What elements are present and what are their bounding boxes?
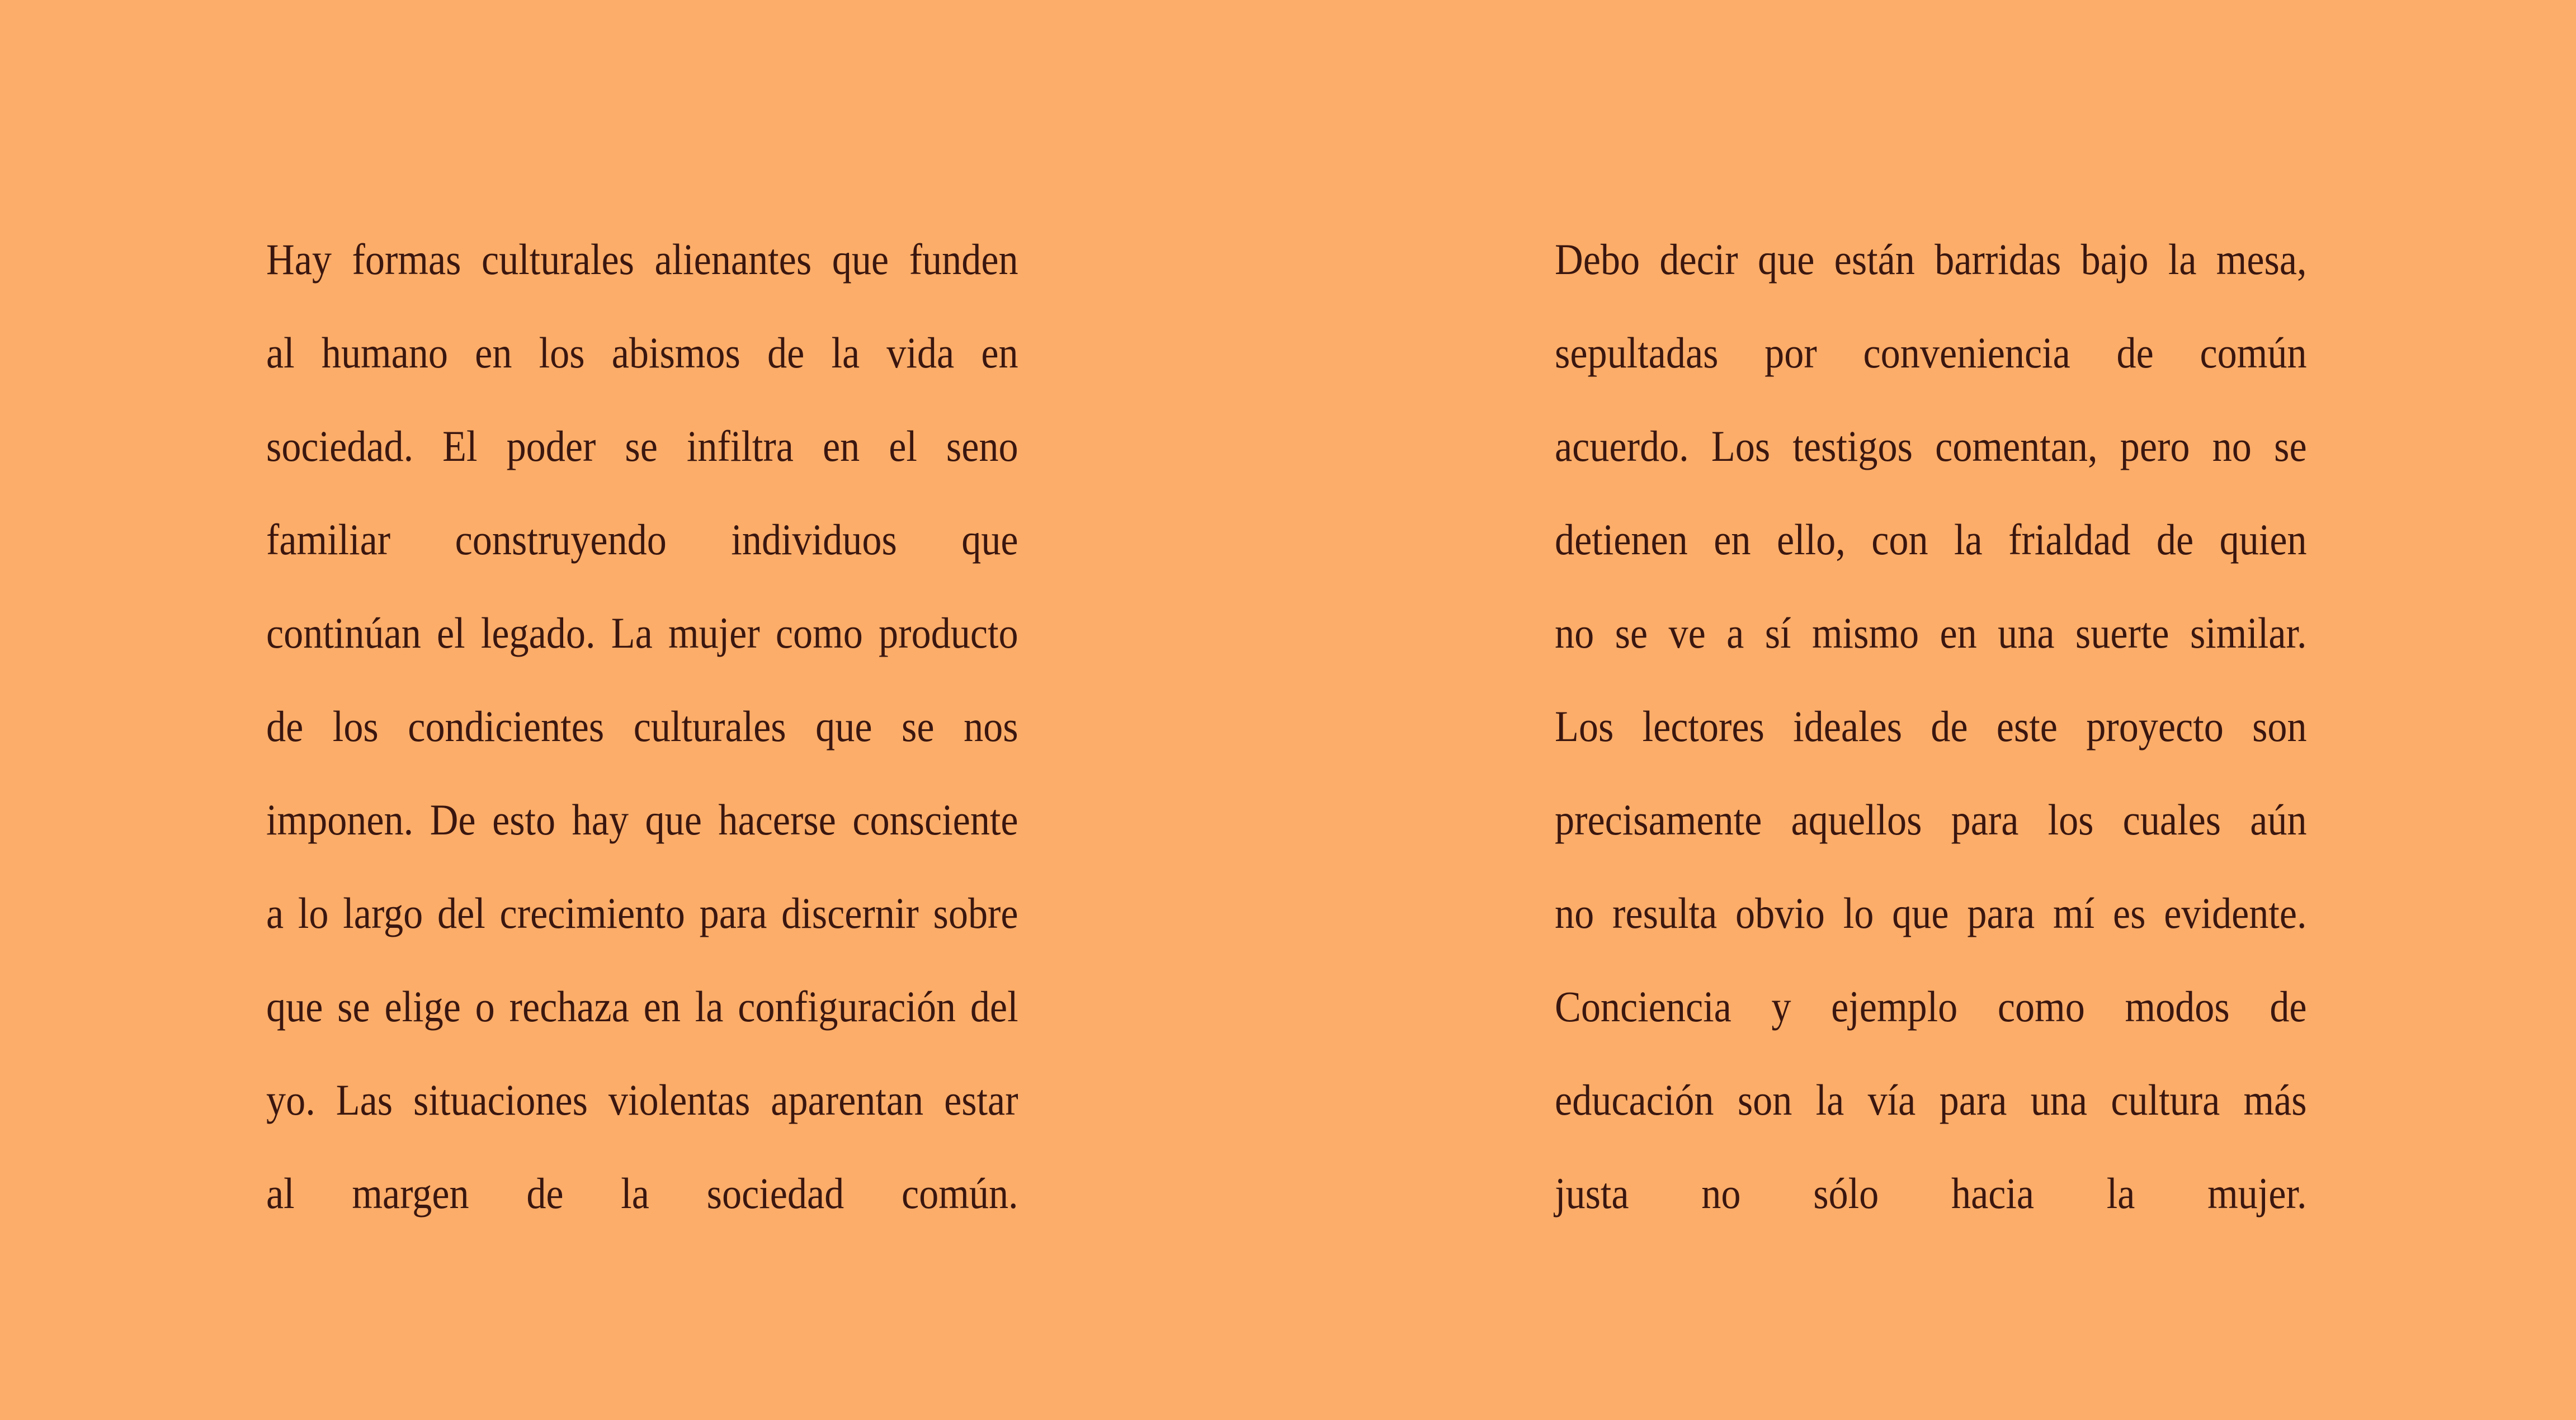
text-line: justa no sólo hacia la mujer. <box>1555 1169 2307 1218</box>
text-line: Debo decir que están barridas bajo la mesa, <box>1555 235 2307 284</box>
text-line: detienen en ello, con la frialdad de quien <box>1555 515 2307 564</box>
text-line: que se elige o rechaza en la configuración del <box>266 982 1018 1031</box>
text-line: acuerdo. Los testigos comentan, pero no se <box>1555 422 2307 470</box>
text-line: educación son la vía para una cultura más <box>1555 1075 2307 1124</box>
text-line: no resulta obvio lo que para mí es evidente. <box>1555 889 2307 937</box>
text-line: sociedad. El poder se infiltra en el seno <box>266 422 1018 470</box>
text-line: Hay formas culturales alienantes que funden <box>266 235 1018 284</box>
right-page-text <box>1555 213 2307 1240</box>
text-line: yo. Las situaciones violentas aparentan estar <box>266 1075 1018 1124</box>
text-line: imponen. De esto hay que hacerse consciente <box>266 795 1018 844</box>
text-line: Conciencia y ejemplo como modos de <box>1555 982 2307 1031</box>
text-line: continúan el legado. La mujer como producto <box>266 608 1018 657</box>
text-line: familiar construyendo individuos que <box>266 515 1018 564</box>
text-line: no se ve a sí mismo en una suerte similar. <box>1555 608 2307 657</box>
text-line: sepultadas por conveniencia de común <box>1555 328 2307 377</box>
left-page-text <box>266 213 1018 1240</box>
text-line: a lo largo del crecimiento para discernir sobre <box>266 889 1018 937</box>
text-line: precisamente aquellos para los cuales aún <box>1555 795 2307 844</box>
text-line: Los lectores ideales de este proyecto son <box>1555 702 2307 751</box>
text-line: al margen de la sociedad común. <box>266 1169 1018 1218</box>
text-line: de los condicientes culturales que se nos <box>266 702 1018 751</box>
text-line: al humano en los abismos de la vida en <box>266 328 1018 377</box>
